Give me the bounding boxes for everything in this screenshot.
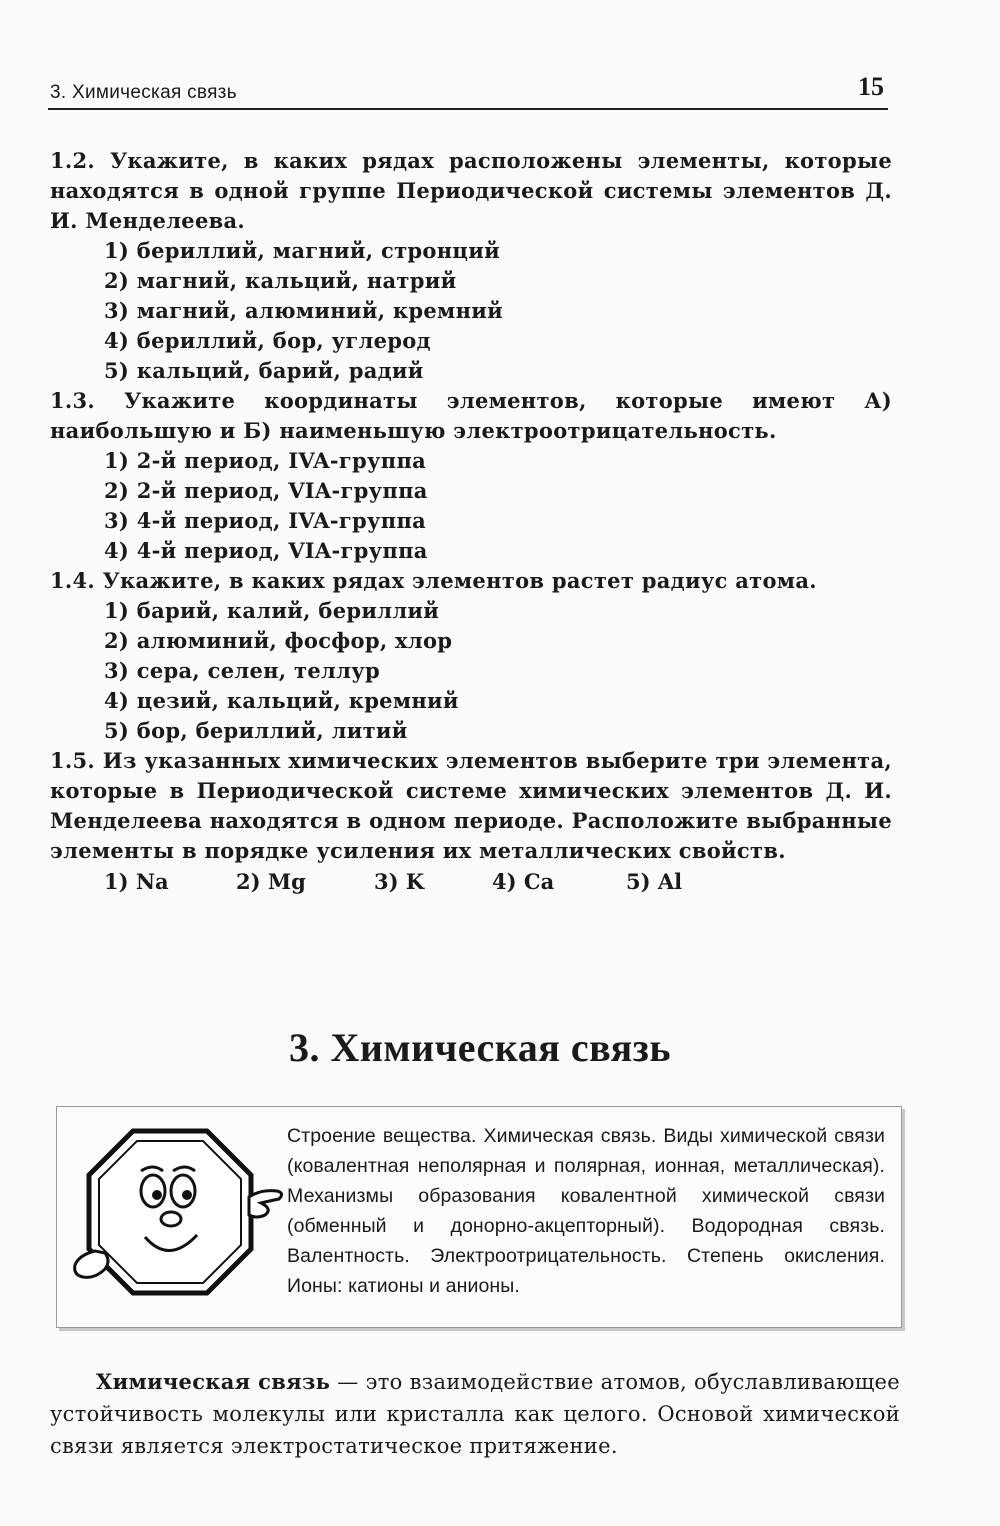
topic-box — [56, 1106, 902, 1328]
definition-paragraph — [50, 1366, 900, 1462]
answer-option: 2) магний, кальций, натрий — [104, 268, 457, 293]
answer-options-row — [50, 866, 892, 898]
question-body: Укажите координаты элементов, которые имеют А) наибольшую и Б) наименьшую электроотрицательность. — [50, 388, 892, 443]
answer-option: 5) бор, бериллий, литий — [104, 718, 408, 743]
running-header — [48, 66, 888, 110]
question-text — [50, 566, 892, 596]
answer-option: 1) 2-й период, IVA-группа — [104, 448, 427, 473]
question-1-4 — [50, 566, 892, 746]
answer-option: 2) 2-й период, VIA-группа — [104, 478, 428, 503]
answer-option: 2) алюминий, фосфор, хлор — [104, 628, 453, 653]
answer-option: 3) сера, селен, теллур — [104, 658, 380, 683]
questions-list — [50, 146, 892, 898]
answer-option: 4) Ca — [492, 869, 555, 894]
answer-option: 4) бериллий, бор, углерод — [104, 328, 431, 353]
question-body: Укажите, в каких рядах элементов растет радиус атома. — [102, 568, 817, 593]
question-text — [50, 386, 892, 446]
question-1-2 — [50, 146, 892, 386]
answer-option: 5) Al — [626, 869, 683, 894]
question-body: Из указанных химических элементов выберите три элемента, которые в Периодической системе химических элементов Д. И. Менделеева находятся в одном периоде. Расположите выбранные элементы в порядке усиления их металлических свойств. — [50, 748, 892, 863]
question-number: 1.2. — [50, 148, 96, 173]
question-text — [50, 146, 892, 236]
running-title: 3. Химическая связь — [50, 82, 237, 103]
question-1-5 — [50, 746, 892, 898]
answer-option: 3) K — [374, 869, 425, 894]
answer-option: 4) цезий, кальций, кремний — [104, 688, 459, 713]
answer-option: 5) кальций, барий, радий — [104, 358, 424, 383]
defined-term: Химическая связь — [96, 1369, 331, 1394]
section-title: 3. Химическая связь — [288, 1025, 672, 1070]
answer-option: 4) 4-й период, VIA-группа — [104, 538, 428, 563]
answer-option: 3) 4-й период, IVA-группа — [104, 508, 427, 533]
answer-option: 1) бериллий, магний, стронций — [104, 238, 500, 263]
question-number: 1.4. — [50, 568, 96, 593]
question-body: Укажите, в каких рядах расположены элементы, которые находятся в одной группе Периодической системы элементов Д. И. Менделеева. — [50, 148, 892, 233]
question-text — [50, 746, 892, 866]
answer-option: 1) барий, калий, бериллий — [104, 598, 440, 623]
question-1-3 — [50, 386, 892, 566]
octagon-mascot-pointing-icon — [65, 1119, 285, 1319]
answer-option: 1) Na — [104, 869, 169, 894]
answer-option: 2) Mg — [236, 869, 306, 894]
answer-option: 3) магний, алюминий, кремний — [104, 298, 504, 323]
topic-list: Строение вещества. Химическая связь. Виды химической связи (ковалентная неполярная и полярная, ионная, металлическая). Механизмы образования ковалентной химической связи (обменный и донорно-акцепторный). Водородная связь. Валентность. Электроотрицательность. Степень окисления. Ионы: катионы и анионы. — [287, 1125, 885, 1297]
definition-text: — это взаимодействие атомов, обуславливающее устойчивость молекулы или кристалла как целого. Основой химической связи является электростатическое притяжение. — [50, 1370, 900, 1458]
page-number: 15 — [858, 72, 884, 101]
question-number: 1.3. — [50, 388, 96, 413]
question-number: 1.5. — [50, 748, 96, 773]
